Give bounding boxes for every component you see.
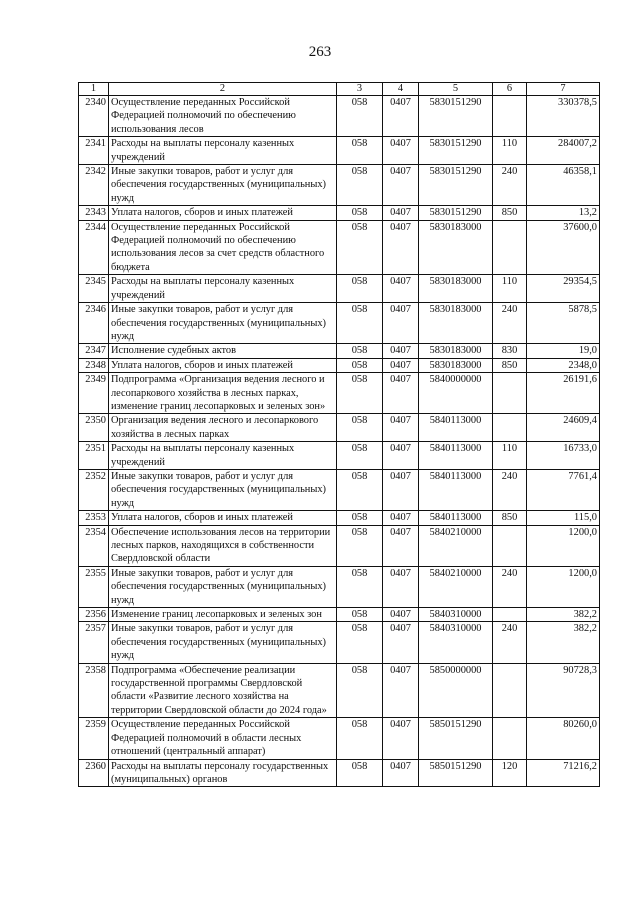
expense-type-code: [493, 96, 527, 137]
expense-type-code: [493, 663, 527, 718]
row-amount: 71216,2: [527, 759, 600, 787]
target-article-code: 5830151290: [419, 96, 493, 137]
row-number: 2351: [79, 442, 109, 470]
row-number: 2360: [79, 759, 109, 787]
table-row: [79, 220, 600, 275]
target-article-code: 5840000000: [419, 373, 493, 414]
row-description: Иные закупки товаров, работ и услуг для обеспечения государственных (муниципальных) нужд: [109, 566, 337, 607]
table-body: [79, 96, 600, 787]
section-code: 0407: [383, 511, 419, 525]
row-number: 2357: [79, 622, 109, 663]
target-article-code: 5840113000: [419, 469, 493, 510]
row-description: Подпрограмма «Организация ведения лесного и лесопаркового хозяйства в лесных парках, изменение границ лесопарковых и зеленых зон»: [109, 373, 337, 414]
row-number: 2341: [79, 137, 109, 165]
expense-type-code: 240: [493, 469, 527, 510]
section-code: 0407: [383, 220, 419, 275]
row-description: Осуществление переданных Российской Федерацией полномочий по обеспечению использования лесов за счет средств областного бюджета: [109, 220, 337, 275]
expense-type-code: 120: [493, 759, 527, 787]
row-description: Иные закупки товаров, работ и услуг для обеспечения государственных (муниципальных) нужд: [109, 622, 337, 663]
ministry-code: 058: [337, 96, 383, 137]
section-code: 0407: [383, 608, 419, 622]
ministry-code: 058: [337, 525, 383, 566]
target-article-code: 5830151290: [419, 206, 493, 220]
expense-type-code: 240: [493, 566, 527, 607]
ministry-code: 058: [337, 759, 383, 787]
ministry-code: 058: [337, 137, 383, 165]
row-amount: 80260,0: [527, 718, 600, 759]
target-article-code: 5850151290: [419, 718, 493, 759]
ministry-code: 058: [337, 469, 383, 510]
row-number: 2343: [79, 206, 109, 220]
expense-type-code: [493, 373, 527, 414]
target-article-code: 5840310000: [419, 608, 493, 622]
expense-type-code: 240: [493, 303, 527, 344]
row-number: 2348: [79, 358, 109, 372]
table-row: [79, 442, 600, 470]
expense-type-code: 240: [493, 622, 527, 663]
row-number: 2349: [79, 373, 109, 414]
expense-type-code: 850: [493, 511, 527, 525]
ministry-code: 058: [337, 608, 383, 622]
ministry-code: 058: [337, 344, 383, 358]
table-row: [79, 622, 600, 663]
expense-type-code: 110: [493, 442, 527, 470]
target-article-code: 5830151290: [419, 165, 493, 206]
row-amount: 2348,0: [527, 358, 600, 372]
ministry-code: 058: [337, 718, 383, 759]
expense-type-code: [493, 718, 527, 759]
section-code: 0407: [383, 137, 419, 165]
ministry-code: 058: [337, 622, 383, 663]
ministry-code: 058: [337, 442, 383, 470]
row-amount: 90728,3: [527, 663, 600, 718]
target-article-code: 5840113000: [419, 414, 493, 442]
row-amount: 1200,0: [527, 566, 600, 607]
row-description: Подпрограмма «Обеспечение реализации государственной программы Свердловской области «Развитие лесного хозяйства на территории Свердловской области до 2024 года»: [109, 663, 337, 718]
column-header: 2: [109, 83, 337, 96]
target-article-code: 5830151290: [419, 137, 493, 165]
row-description: Расходы на выплаты персоналу казенных учреждений: [109, 137, 337, 165]
target-article-code: 5830183000: [419, 220, 493, 275]
row-description: Иные закупки товаров, работ и услуг для обеспечения государственных (муниципальных) нужд: [109, 165, 337, 206]
section-code: 0407: [383, 469, 419, 510]
row-amount: 37600,0: [527, 220, 600, 275]
row-description: Изменение границ лесопарковых и зеленых зон: [109, 608, 337, 622]
row-description: Организация ведения лесного и лесопаркового хозяйства в лесных парках: [109, 414, 337, 442]
table-row: [79, 525, 600, 566]
row-number: 2346: [79, 303, 109, 344]
section-code: 0407: [383, 344, 419, 358]
ministry-code: 058: [337, 206, 383, 220]
row-number: 2358: [79, 663, 109, 718]
target-article-code: 5850000000: [419, 663, 493, 718]
section-code: 0407: [383, 358, 419, 372]
target-article-code: 5840113000: [419, 511, 493, 525]
row-amount: 284007,2: [527, 137, 600, 165]
target-article-code: 5840210000: [419, 566, 493, 607]
table-row: [79, 718, 600, 759]
row-number: 2353: [79, 511, 109, 525]
target-article-code: 5830183000: [419, 358, 493, 372]
table-row: [79, 358, 600, 372]
section-code: 0407: [383, 373, 419, 414]
column-header: 7: [527, 83, 600, 96]
section-code: 0407: [383, 206, 419, 220]
ministry-code: 058: [337, 275, 383, 303]
section-code: 0407: [383, 663, 419, 718]
ministry-code: 058: [337, 414, 383, 442]
row-number: 2342: [79, 165, 109, 206]
expense-type-code: 830: [493, 344, 527, 358]
row-number: 2355: [79, 566, 109, 607]
row-number: 2356: [79, 608, 109, 622]
expense-type-code: [493, 414, 527, 442]
row-amount: 5878,5: [527, 303, 600, 344]
table-row: [79, 663, 600, 718]
section-code: 0407: [383, 96, 419, 137]
target-article-code: 5830183000: [419, 344, 493, 358]
row-description: Осуществление переданных Российской Федерацией полномочий по обеспечению использования лесов: [109, 96, 337, 137]
row-amount: 16733,0: [527, 442, 600, 470]
ministry-code: 058: [337, 165, 383, 206]
section-code: 0407: [383, 165, 419, 206]
table-header-row: [79, 83, 600, 96]
row-amount: 1200,0: [527, 525, 600, 566]
table-row: [79, 206, 600, 220]
ministry-code: 058: [337, 663, 383, 718]
table-row: [79, 165, 600, 206]
expense-type-code: 110: [493, 275, 527, 303]
row-description: Расходы на выплаты персоналу государственных (муниципальных) органов: [109, 759, 337, 787]
ministry-code: 058: [337, 358, 383, 372]
section-code: 0407: [383, 759, 419, 787]
expense-type-code: 850: [493, 358, 527, 372]
section-code: 0407: [383, 622, 419, 663]
row-description: Иные закупки товаров, работ и услуг для обеспечения государственных (муниципальных) нужд: [109, 303, 337, 344]
row-number: 2352: [79, 469, 109, 510]
row-description: Расходы на выплаты персоналу казенных учреждений: [109, 442, 337, 470]
target-article-code: 5830183000: [419, 275, 493, 303]
row-description: Обеспечение использования лесов на территории лесных парков, находящихся в собственности Свердловской области: [109, 525, 337, 566]
row-description: Уплата налогов, сборов и иных платежей: [109, 358, 337, 372]
target-article-code: 5840310000: [419, 622, 493, 663]
row-amount: 29354,5: [527, 275, 600, 303]
table-row: [79, 608, 600, 622]
ministry-code: 058: [337, 373, 383, 414]
row-description: Расходы на выплаты персоналу казенных учреждений: [109, 275, 337, 303]
row-description: Уплата налогов, сборов и иных платежей: [109, 511, 337, 525]
table-row: [79, 303, 600, 344]
column-header: 4: [383, 83, 419, 96]
section-code: 0407: [383, 525, 419, 566]
row-number: 2347: [79, 344, 109, 358]
row-amount: 24609,4: [527, 414, 600, 442]
ministry-code: 058: [337, 511, 383, 525]
row-number: 2359: [79, 718, 109, 759]
expense-type-code: 240: [493, 165, 527, 206]
table-row: [79, 566, 600, 607]
table-row: [79, 511, 600, 525]
row-description: Исполнение судебных актов: [109, 344, 337, 358]
section-code: 0407: [383, 414, 419, 442]
row-number: 2354: [79, 525, 109, 566]
row-amount: 7761,4: [527, 469, 600, 510]
expense-type-code: [493, 608, 527, 622]
row-amount: 115,0: [527, 511, 600, 525]
row-number: 2344: [79, 220, 109, 275]
section-code: 0407: [383, 275, 419, 303]
target-article-code: 5850151290: [419, 759, 493, 787]
row-description: Уплата налогов, сборов и иных платежей: [109, 206, 337, 220]
column-header: 1: [79, 83, 109, 96]
row-amount: 26191,6: [527, 373, 600, 414]
target-article-code: 5840210000: [419, 525, 493, 566]
column-header: 5: [419, 83, 493, 96]
page-number: 263: [308, 44, 332, 60]
expense-type-code: [493, 525, 527, 566]
column-header: 3: [337, 83, 383, 96]
table-row: [79, 759, 600, 787]
table-row: [79, 373, 600, 414]
table-row: [79, 96, 600, 137]
row-number: 2350: [79, 414, 109, 442]
table-row: [79, 137, 600, 165]
budget-table: [78, 82, 600, 787]
column-header: 6: [493, 83, 527, 96]
table-row: [79, 275, 600, 303]
expense-type-code: 850: [493, 206, 527, 220]
ministry-code: 058: [337, 566, 383, 607]
ministry-code: 058: [337, 220, 383, 275]
row-amount: 382,2: [527, 622, 600, 663]
section-code: 0407: [383, 303, 419, 344]
section-code: 0407: [383, 566, 419, 607]
table-row: [79, 344, 600, 358]
expense-type-code: 110: [493, 137, 527, 165]
row-amount: 13,2: [527, 206, 600, 220]
row-number: 2345: [79, 275, 109, 303]
section-code: 0407: [383, 442, 419, 470]
table-row: [79, 469, 600, 510]
row-amount: 382,2: [527, 608, 600, 622]
row-amount: 19,0: [527, 344, 600, 358]
row-description: Осуществление переданных Российской Федерацией полномочий в области лесных отношений (центральный аппарат): [109, 718, 337, 759]
row-amount: 46358,1: [527, 165, 600, 206]
target-article-code: 5830183000: [419, 303, 493, 344]
section-code: 0407: [383, 718, 419, 759]
row-amount: 330378,5: [527, 96, 600, 137]
table-row: [79, 414, 600, 442]
target-article-code: 5840113000: [419, 442, 493, 470]
ministry-code: 058: [337, 303, 383, 344]
row-description: Иные закупки товаров, работ и услуг для обеспечения государственных (муниципальных) нужд: [109, 469, 337, 510]
row-number: 2340: [79, 96, 109, 137]
expense-type-code: [493, 220, 527, 275]
